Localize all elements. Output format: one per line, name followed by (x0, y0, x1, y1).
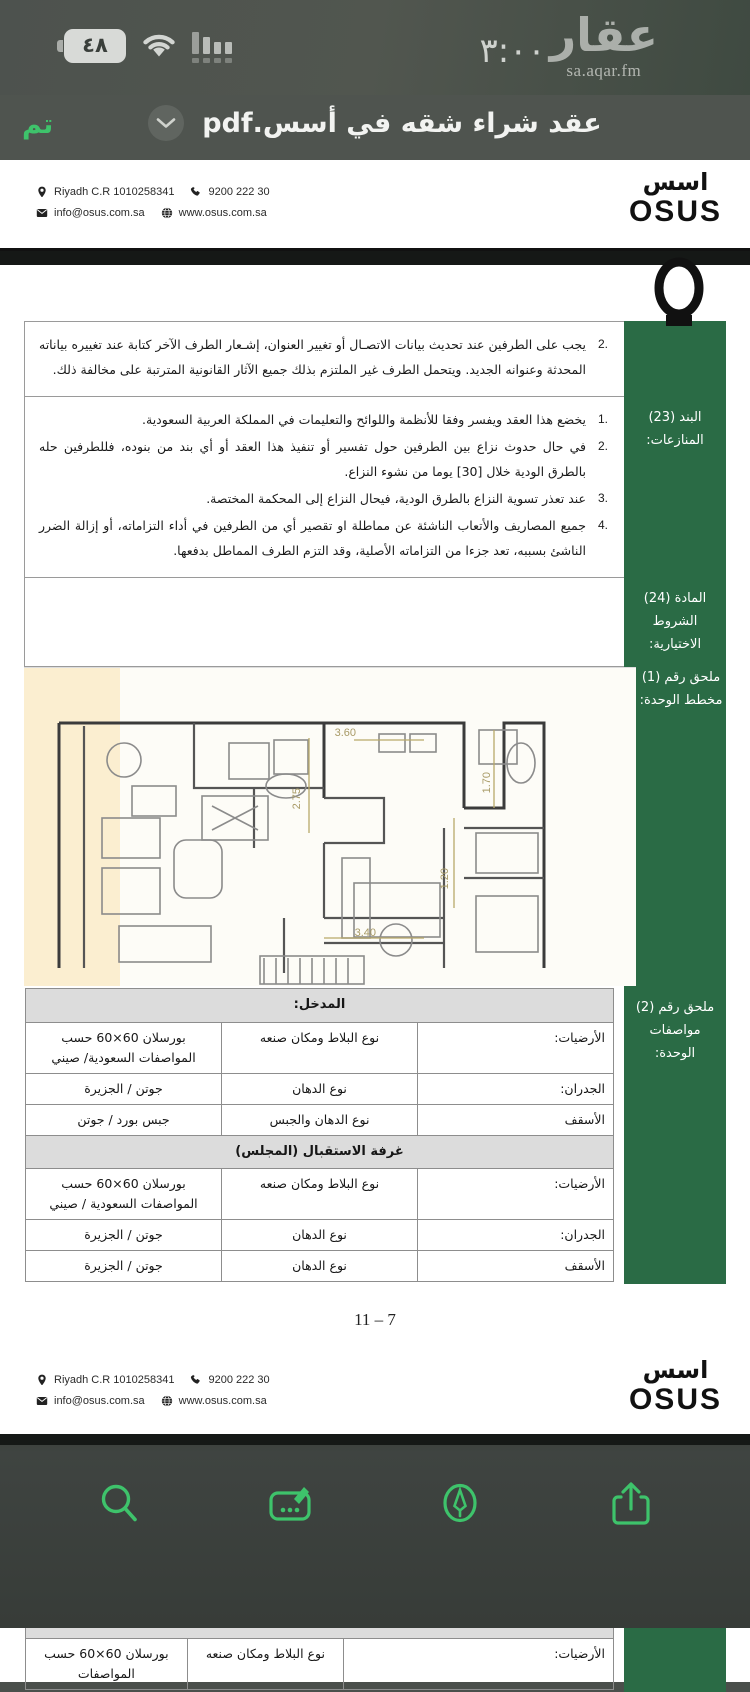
done-button[interactable]: تم (22, 109, 54, 140)
table-row (26, 988, 614, 1022)
clause-item (39, 486, 608, 511)
spec-value: جوتن / الجزيرة (26, 1251, 222, 1282)
spec-description: نوع الدهان (222, 1073, 418, 1104)
spec-label: الأسقف (418, 1104, 614, 1135)
company-phone-label: 9200 222 30 (208, 186, 270, 198)
clause-text: يخضع هذا العقد ويفسر وفقا للأنظمة واللوائح والتعليمات في المملكة العربية السعودية. (142, 412, 586, 427)
spec-value: بورسلان 60×60 حسب المواصفات السعودية/ صيني (26, 1022, 222, 1073)
spec-description: نوع البلاط ومكان صنعه (222, 1169, 418, 1220)
battery-level-label: ٤٨ (82, 34, 108, 57)
clause-item (39, 434, 608, 484)
green-label-disputes: البند (23) المنازعات: (625, 397, 726, 578)
clause-text: يجب على الطرفين عند تحديث بيانات الاتصـال أو تغيير العنوان، إشـعار الطرف الآخر كتابة عند تغييره بياناته المحدثة وعنوانه الجديد. ويتحمل الطرف غير الملتزم بذلك جميع الآثار القانونية المترتبة على مخالفة ذلك. (39, 337, 586, 377)
table-row (25, 397, 726, 578)
pen-button[interactable] (417, 1467, 503, 1539)
spec-label: الجدران: (418, 1073, 614, 1104)
table-row (24, 667, 726, 986)
osus-logo-latin: OSUS (628, 195, 722, 228)
company-website-label: www.osus.com.sa (178, 206, 267, 219)
specs-cell (24, 987, 625, 1284)
clause-continuation-cell (25, 322, 625, 397)
company-contact-bottom (36, 1370, 270, 1412)
svg-text:3.40: 3.40 (354, 926, 376, 939)
spec-value: جوتن / الجزيرة (26, 1073, 222, 1104)
company-website-label: www.osus.com.sa (178, 1394, 267, 1407)
watermark-arabic-label: عقار (549, 8, 658, 62)
floor-plan-image (24, 667, 636, 986)
osus-logo-arabic: اسس (642, 168, 709, 196)
phone-icon (190, 1374, 202, 1386)
floor-plan-drawing (24, 668, 554, 986)
floorplan-cell (24, 667, 637, 986)
globe-icon (161, 207, 173, 219)
clause-number: 2. (597, 337, 608, 351)
svg-text:1.20: 1.20 (439, 867, 451, 890)
email-icon (36, 207, 48, 219)
email-icon (36, 1395, 48, 1407)
green-label-appendix-2: ملحق رقم (2) مواصفات الوحدة: (625, 987, 726, 1284)
clause-table-continuation (24, 321, 726, 397)
clause-text: في حال حدوث نزاع بين الطرفين حول تفسير أو تنفيذ هذا العقد أو أي بند من بنوده، فللطرفين حله بالطرق الودية خلال [30] يوما من نشوء النزاع. (39, 439, 586, 479)
spec-value: جبس بورد / جوتن (26, 1104, 222, 1135)
spec-description: نوع الدهان والجبس (222, 1104, 418, 1135)
table-row (25, 322, 726, 397)
pen-icon (437, 1480, 483, 1526)
floorplan-table (24, 666, 726, 986)
spec-value: بورسلان 60×60 حسب المواصفات السعودية / صيني (26, 1169, 222, 1220)
status-bar-right (479, 8, 658, 81)
spec-description: نوع الدهان (222, 1251, 418, 1282)
status-bar (0, 0, 750, 95)
clause-item (39, 332, 608, 382)
svg-text:2.75: 2.75 (291, 787, 303, 810)
cellular-signal-icon (192, 28, 232, 63)
spec-value: بورسلان 60×60 حسب المواصفات (26, 1639, 188, 1690)
spec-description: نوع البلاط ومكان صنعه (222, 1022, 418, 1073)
company-email-label: info@osus.com.sa (54, 206, 145, 219)
osus-logo (628, 1355, 722, 1416)
battery-icon (64, 29, 126, 63)
search-button[interactable] (76, 1467, 162, 1539)
table-row (26, 1169, 614, 1220)
location-pin-icon (36, 1374, 48, 1386)
optional-terms-blank-cell (25, 578, 625, 667)
bottom-toolbar (0, 1445, 750, 1628)
clause-number: 4. (597, 518, 608, 532)
page-separator (0, 251, 750, 265)
table-row (26, 1022, 614, 1073)
phone-icon (190, 186, 202, 198)
navigation-bar (0, 95, 750, 160)
company-footer-top (0, 160, 750, 248)
clause-item (39, 513, 608, 563)
company-address-label: Riyadh C.R 1010258341 (54, 186, 175, 198)
svg-text:3.60: 3.60 (334, 726, 356, 739)
share-icon (609, 1479, 653, 1527)
status-bar-left (64, 28, 232, 63)
company-address-label: Riyadh C.R 1010258341 (54, 1373, 175, 1386)
company-phone-label: 9200 222 30 (208, 1373, 270, 1386)
green-label-appendix-1: ملحق رقم (1) مخطط الوحدة: (637, 667, 726, 986)
table-row (26, 1639, 614, 1690)
clause-text: عند تعذر تسوية النزاع بالطرق الودية، فيحال النزاع إلى المحكمة المختصة. (206, 491, 586, 506)
company-footer-bottom (0, 1348, 750, 1434)
spec-group-title: المدخل: (26, 988, 614, 1022)
table-row (26, 1135, 614, 1169)
clock-label: ٣:٠٠ (479, 31, 546, 71)
spec-description: نوع الدهان (222, 1220, 418, 1251)
markup-button[interactable] (247, 1467, 333, 1539)
spec-label: الأرضيات: (418, 1169, 614, 1220)
osus-logo-latin: OSUS (628, 1382, 722, 1416)
specs-outer-table (24, 986, 726, 1284)
spec-description: نوع البلاط ومكان صنعه (187, 1639, 343, 1690)
clause-number: 3. (597, 491, 608, 505)
table-row (26, 1073, 614, 1104)
contract-body (0, 265, 750, 1348)
spec-value: جوتن / الجزيرة (26, 1220, 222, 1251)
table-row (26, 1104, 614, 1135)
clause-table-disputes (24, 396, 726, 667)
osus-logo-arabic: اسس (642, 1355, 709, 1384)
spec-label: الأسقف (418, 1251, 614, 1282)
clause-number: 2. (597, 439, 608, 453)
pdf-scroll-view[interactable] (0, 160, 750, 1682)
table-row (26, 1251, 614, 1282)
spec-label: الجدران: (418, 1220, 614, 1251)
search-icon (96, 1480, 142, 1526)
disputes-clause-cell (25, 397, 625, 578)
osus-logo (629, 170, 722, 228)
green-label-optional-terms: المادة (24) الشروط الاختيارية: (625, 578, 726, 667)
osus-o-mark-icon (652, 257, 706, 338)
document-title-label: عقد شراء شقه في أسس.pdf (202, 107, 602, 139)
unit-specifications-table (25, 988, 614, 1283)
spec-label: الأرضيات: (418, 1022, 614, 1073)
table-row (25, 578, 726, 667)
location-pin-icon (36, 186, 48, 198)
markup-icon (264, 1480, 316, 1526)
clause-text: جميع المصاريف والأتعاب الناشئة عن مماطلة او تقصير أي من الطرفين في أداء التزاماته، أو إزالة الضرر الناشئ بسببه، تعد جزءا من التزاماته الأصلية، وقد التزم الطرف المماطل بدفعها. (39, 518, 586, 558)
chevron-down-icon[interactable] (148, 105, 184, 141)
watermark-domain-label: sa.aqar.fm (566, 61, 642, 80)
aqar-watermark (549, 8, 658, 81)
globe-icon (161, 1395, 173, 1407)
svg-text:1.70: 1.70 (481, 771, 493, 794)
table-row (26, 1220, 614, 1251)
clause-number: 1. (597, 412, 608, 426)
pdf-page-previous-footer (0, 160, 750, 251)
clause-item (39, 407, 608, 432)
page-number-label: 11 – 7 (354, 1309, 396, 1329)
company-contact-top (36, 182, 270, 224)
share-button[interactable] (588, 1467, 674, 1539)
table-row (24, 987, 726, 1284)
pdf-page-7 (0, 265, 750, 1434)
company-email-label: info@osus.com.sa (54, 1394, 145, 1407)
spec-group-title: غرفة الاستقبال (المجلس) (26, 1135, 614, 1169)
wifi-icon (140, 31, 178, 61)
spec-label: الأرضيات: (344, 1639, 614, 1690)
